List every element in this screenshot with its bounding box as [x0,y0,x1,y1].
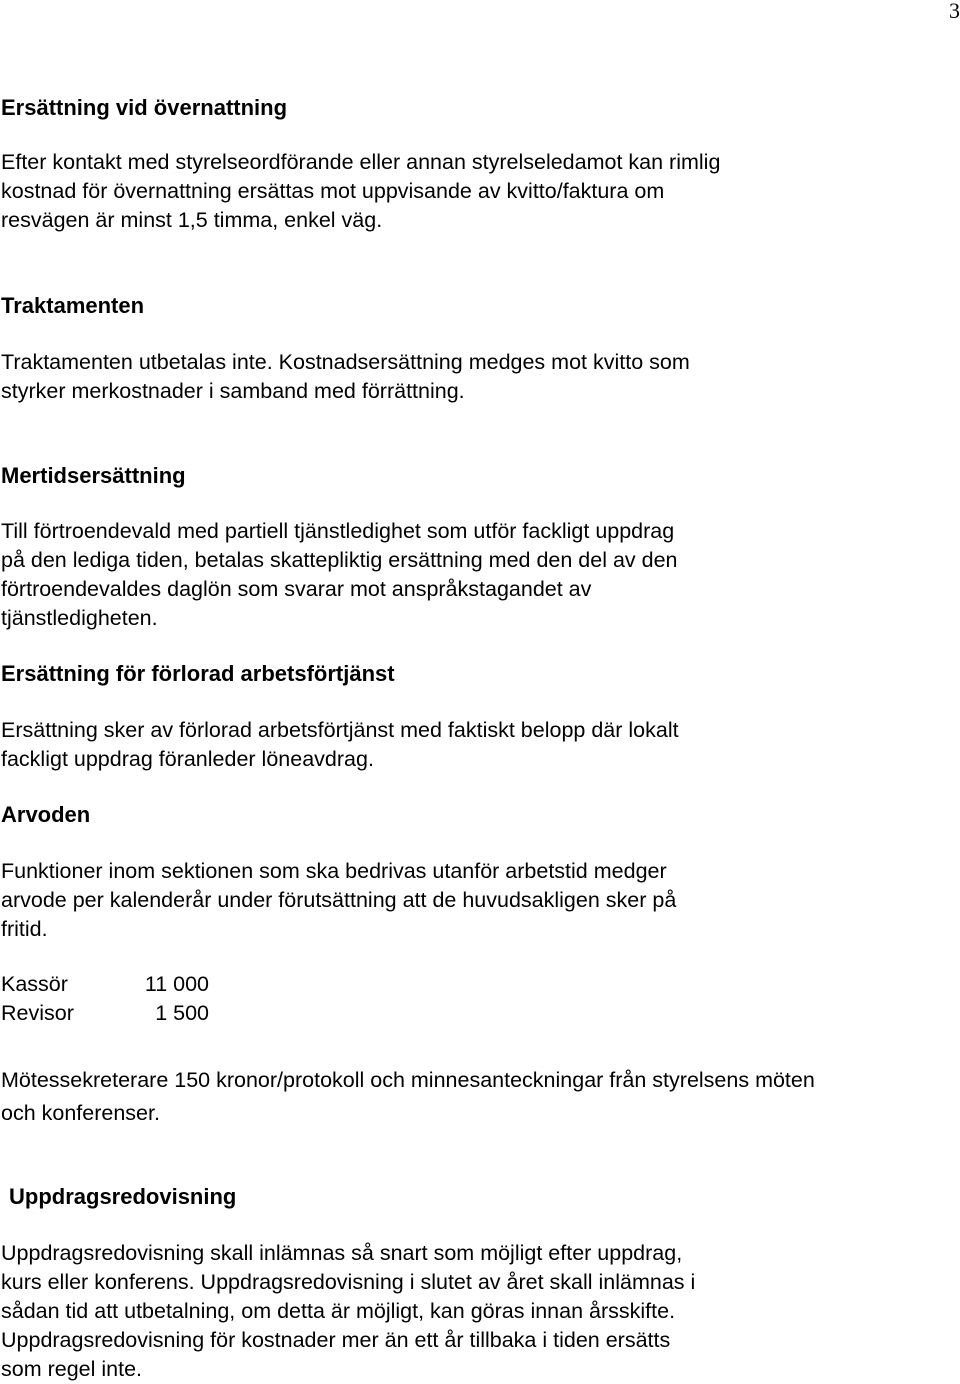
text-line: sådan tid att utbetalning, om detta är möjligt, kan göras innan årsskifte. [1,1299,676,1323]
text-line: resvägen är minst 1,5 timma, enkel väg. [1,208,383,232]
paragraph-traktamenten [1,348,690,406]
text-line: styrker merkostnader i samband med förrättning. [1,379,465,403]
paragraph-arbetsfortjanst [1,716,679,774]
paragraph-uppdragsredovisning [1,1239,695,1384]
text-line: och konferenser. [1,1101,160,1125]
text-line: på den lediga tiden, betalas skattepliktig ersättning med den del av den [1,548,678,572]
text-line: Mötessekreterare 150 kronor/protokoll och minnesanteckningar från styrelsens möten [1,1068,815,1092]
text-line: Till förtroendevald med partiell tjänstledighet som utför fackligt uppdrag [1,519,675,543]
text-line: som regel inte. [1,1357,143,1381]
text-line: Uppdragsredovisning för kostnader mer än ett år tillbaka i tiden ersätts [1,1328,671,1352]
text-line: kurs eller konferens. Uppdragsredovisning i slutet av året skall inlämnas i [1,1270,696,1294]
fee-amount: 11 000 [144,972,209,996]
fee-role: Kassör [1,972,68,996]
text-line: Uppdragsredovisning skall inlämnas så snart som möjligt efter uppdrag, [1,1241,683,1265]
heading-traktamenten: Traktamenten [1,293,145,318]
heading-uppdragsredovisning: Uppdragsredovisning [9,1184,237,1209]
heading-arvoden: Arvoden [1,802,91,827]
fee-row-kassor [1,970,209,999]
heading-overnattning: Ersättning vid övernattning [1,95,288,120]
fee-role: Revisor [1,1001,74,1025]
text-line: Funktioner inom sektionen som ska bedrivas utanför arbetstid medger [1,859,667,883]
fee-row-revisor [1,999,209,1028]
text-line: fackligt uppdrag föranleder löneavdrag. [1,747,374,771]
paragraph-arvoden [1,857,676,944]
paragraph-mertid [1,517,678,633]
text-line: fritid. [1,917,48,941]
heading-arbetsfortjanst: Ersättning för förlorad arbetsförtjänst [1,661,395,686]
text-line: kostnad för övernattning ersättas mot uppvisande av kvitto/faktura om [1,179,665,203]
text-line: Efter kontakt med styrelseordförande eller annan styrelseledamot kan rimlig [1,150,721,174]
paragraph-overnattning [1,148,720,235]
text-line: Ersättning sker av förlorad arbetsförtjänst med faktiskt belopp där lokalt [1,718,679,742]
page-number: 3 [949,0,960,23]
text-line: förtroendevaldes daglön som svarar mot anspråkstagandet av [1,577,592,601]
text-line: Traktamenten utbetalas inte. Kostnadsersättning medges mot kvitto som [1,350,690,374]
paragraph-motessekreterare [1,1064,815,1130]
text-line: tjänstledigheten. [1,606,158,630]
fee-amount: 1 500 [155,1001,209,1025]
text-line: arvode per kalenderår under förutsättning att de huvudsakligen sker på [1,888,677,912]
heading-mertid: Mertidsersättning [1,463,186,488]
